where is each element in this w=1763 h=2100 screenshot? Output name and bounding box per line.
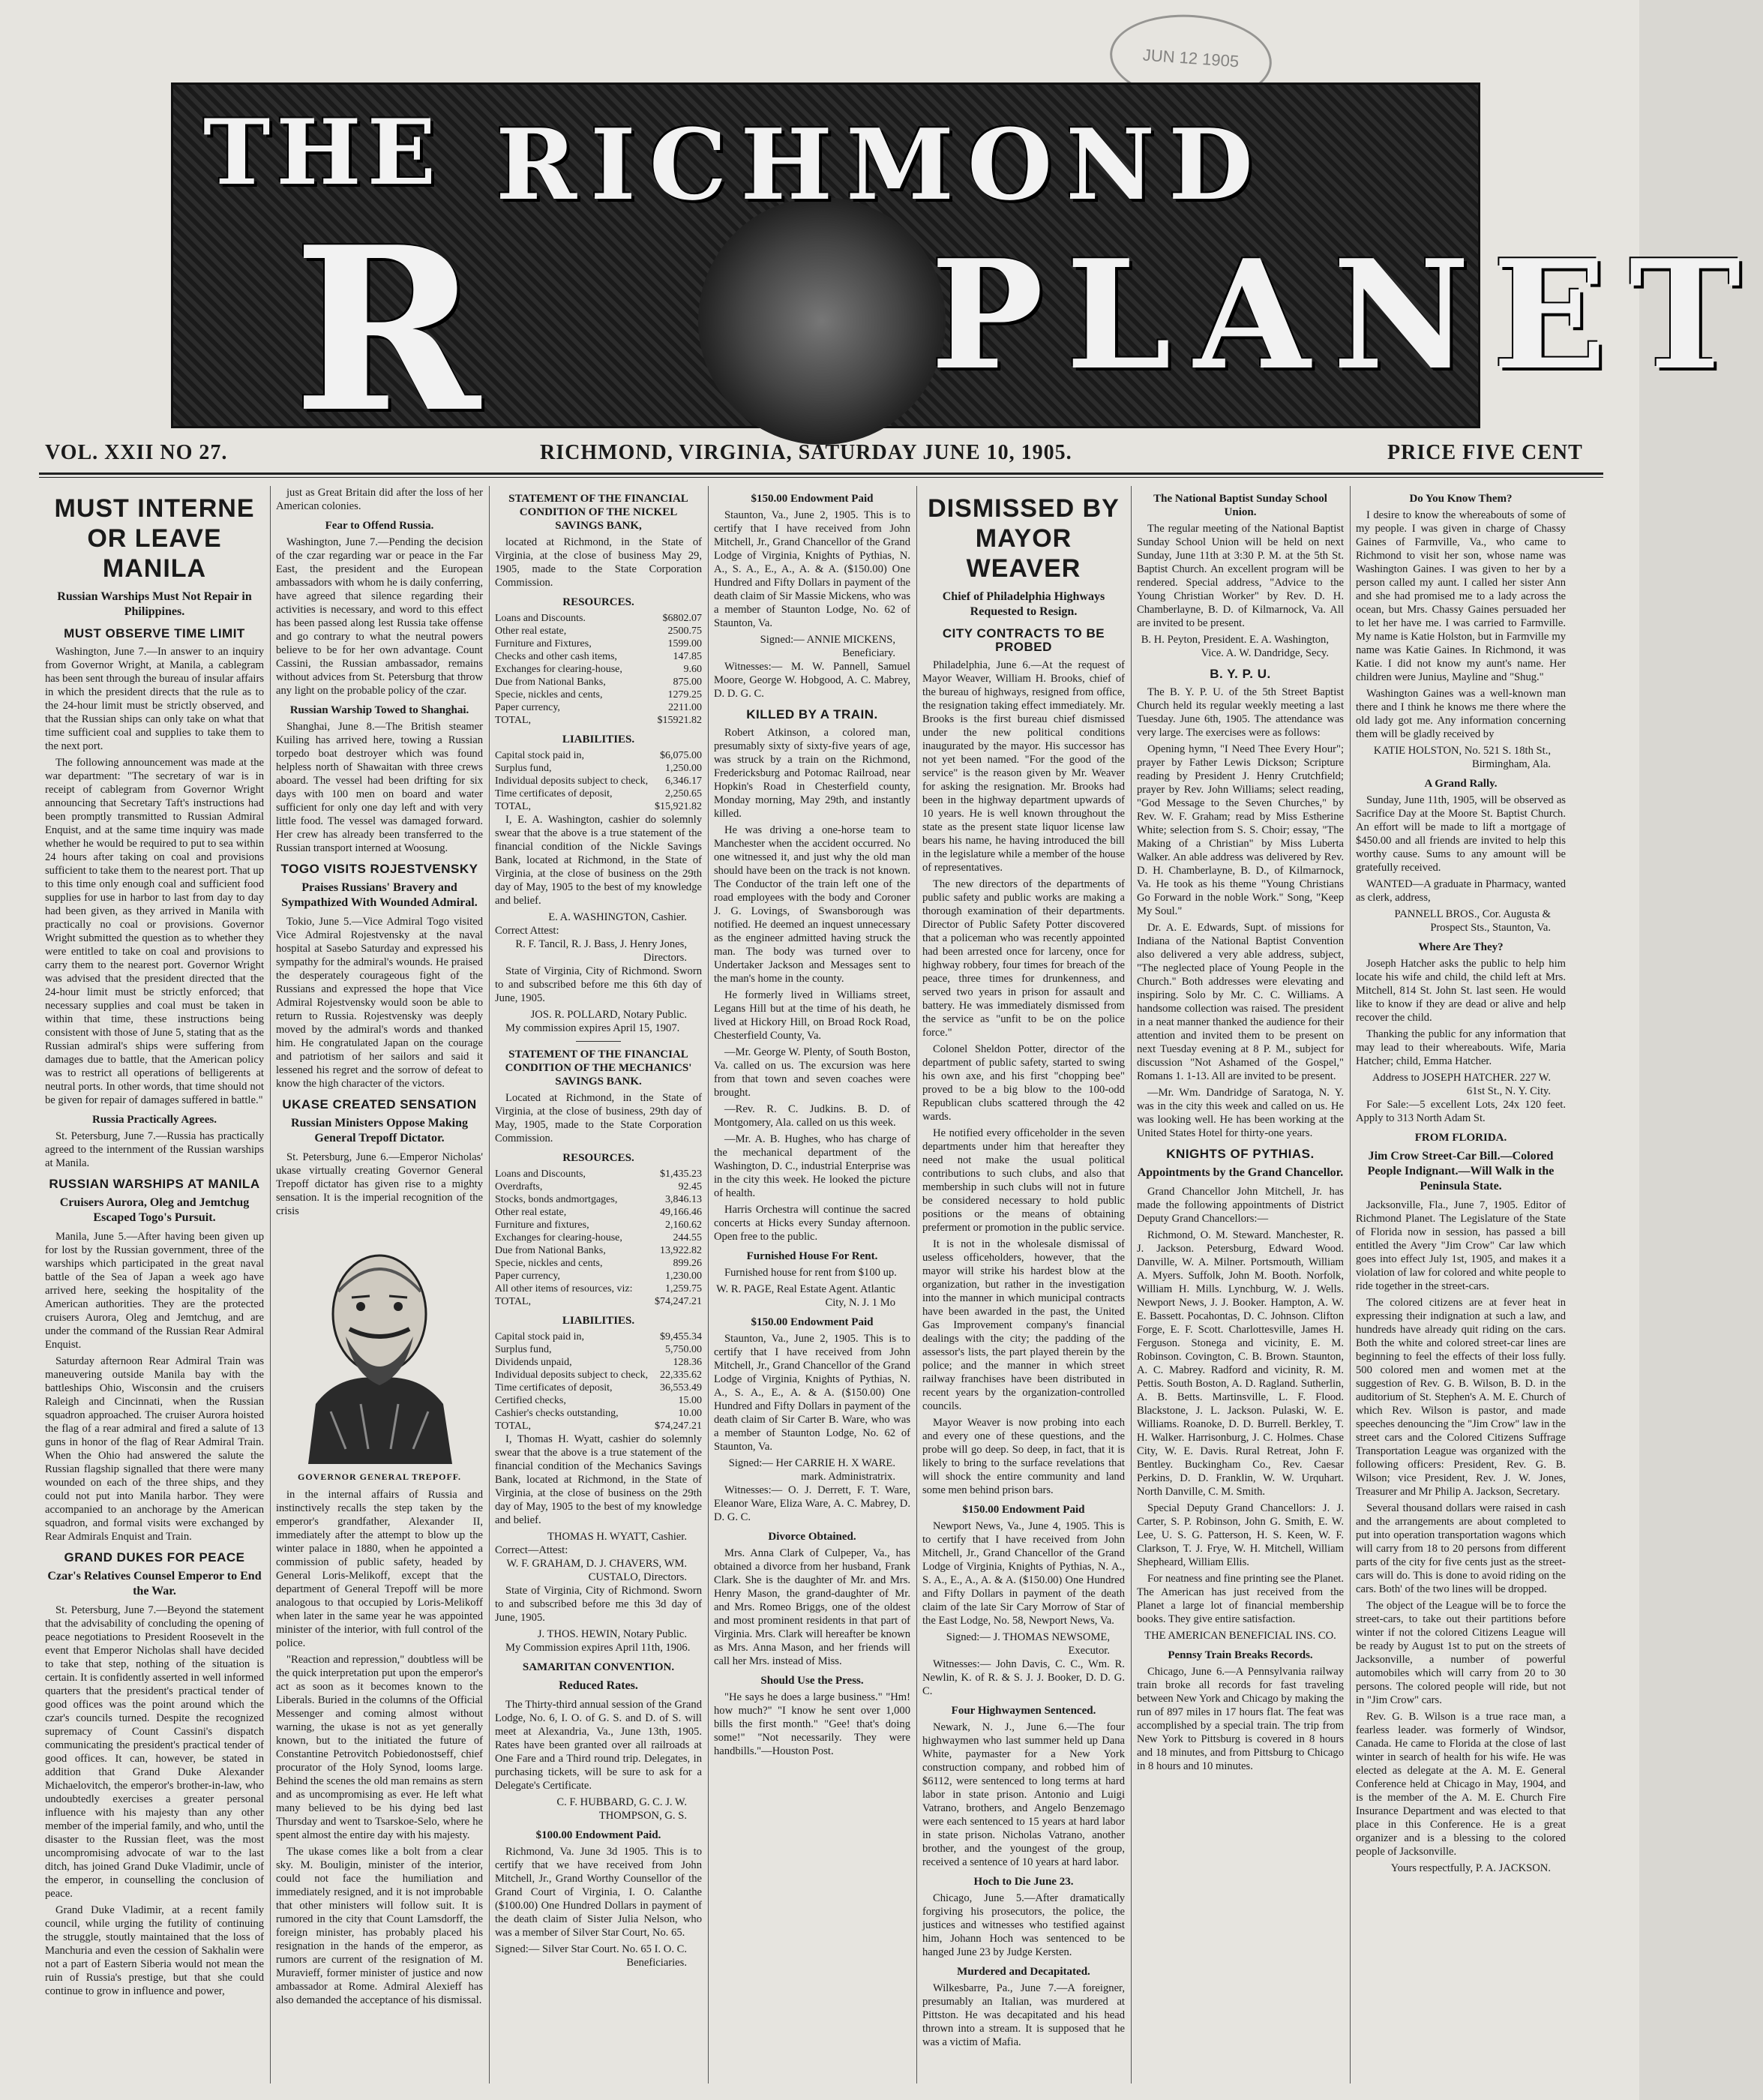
notary: JOS. R. POLLARD, Notary Public. bbox=[530, 1009, 687, 1021]
row-value: $1,435.23 bbox=[660, 1168, 702, 1180]
row-value: 15.00 bbox=[678, 1395, 702, 1406]
paragraph: I, E. A. Washington, cashier do solemnly swear that the above is a true statement of the financial condition of the Nickle Savings Bank, located at Richmond, in the State of Virginia, at the close of business on the 29th day of May, 1905 to the best of my knowledge and belief. bbox=[495, 814, 702, 907]
notary: J. THOS. HEWIN, Notary Public. bbox=[537, 1628, 687, 1640]
row-label: Surplus fund, bbox=[495, 1344, 552, 1355]
witnesses: Witnesses:— M. W. Pannell, Samuel Moore, George W. Hobgood, A. C. Mabrey, D. D. G. C. bbox=[714, 661, 910, 700]
row-value: 1279.25 bbox=[667, 689, 702, 700]
deck: Czar's Relatives Counsel Emperor to End the War. bbox=[47, 1570, 262, 1598]
signature: PANNELL BROS., Cor. Augusta & Prospect Sts., Staunton, Va. bbox=[1394, 908, 1551, 934]
row-value: 13,922.82 bbox=[660, 1245, 702, 1256]
paragraph: Chicago, June 6.—A Pennsylvania railway train broke all records for fast traveling between New York and Chicago by making the run of 897 miles in 17 hours flat. The feat was accomplished by a special train. The trip from New York to Pittsburg is covered in 8 hours and 18 minutes, and from Pittsburg to Chicago in 8 hours and 10 minutes. bbox=[1137, 1666, 1344, 1772]
row-label: Certified checks, bbox=[495, 1395, 566, 1406]
row-label: Specie, nickles and cents, bbox=[495, 1258, 603, 1269]
column-separator bbox=[916, 486, 917, 2084]
trepoff-portrait bbox=[286, 1224, 473, 1464]
headline: Hoch to Die June 23. bbox=[973, 1876, 1074, 1888]
liabilities-table bbox=[495, 749, 702, 800]
headline: KILLED BY A TRAIN. bbox=[746, 707, 878, 722]
signature: KATIE HOLSTON, No. 521 S. 18th St., Birmingham, Ala. bbox=[1373, 745, 1551, 770]
witnesses: Witnesses:— John Davis, C. C., Wm. R. Newlin, K. of R. & S. J. J. Booker, D. D. G. C. bbox=[922, 1658, 1125, 1697]
deck: Chief of Philadelphia Highways Requested to Resign. bbox=[942, 590, 1105, 618]
table-row bbox=[495, 1382, 702, 1394]
paragraph: Opening hymn, "I Need Thee Every Hour"; prayer by Father Lewis Dickson; Scripture reading by President J. Henry Crutchfield; prayer by Rev. John Williams; select reading, "God Message to the Seven Churches," by Rev. W. F. Graham; read by Miss Estherine White; selection from S. S. Choir; essay, "The Making of a Christian" by Miss Luberta Walker. An able address was delivered by Rev. D. H. Chamberlayne, B. D., of Kilmarnock, Va. He took as his theme "Young Christians Go Forward in the noble Work." Song, "Keep My Soul." bbox=[1137, 743, 1344, 917]
table-row bbox=[495, 701, 702, 714]
paragraph: Furnished house for rent from $100 up. bbox=[724, 1267, 897, 1279]
paragraph: The Thirty-third annual session of the Grand Lodge, No. 6, I. O. of G. S. and D. of S. will meet at Alexandria, Va., June 13th, 1905. Rates have been granted over all railroads at One Fare and a Third round trip. Delegates, in purchasing tickets, will be sure to ask for a Delegate's Certificate. bbox=[495, 1699, 702, 1792]
table-row bbox=[495, 1206, 702, 1219]
paragraph: Harris Orchestra will continue the sacred concerts at Hicks every Sunday afternoon. Open free to the public. bbox=[714, 1204, 910, 1243]
resources-table bbox=[495, 612, 702, 714]
headline: Should Use the Press. bbox=[760, 1675, 864, 1687]
table-row bbox=[495, 1356, 702, 1369]
row-label: Capital stock paid in, bbox=[495, 750, 584, 761]
paragraph: Richmond, Va. June 3d 1905. This is to certify that we have received from John Mitchell, Jr., Grand Worthy Counsellor of the Grand Court of Virginia, I. O. Calanthe ($100.00) One Hundred Dollars in payment of the death claim of Sister Julia Nelson, who was a member of Silver Star Court, No. 65. bbox=[495, 1846, 702, 1939]
row-label: Exchanges for clearing-house, bbox=[495, 664, 622, 675]
paragraph: Newport News, Va., June 4, 1905. This is to certify that I have received from John Mitchell, Jr., Grand Chancellor of the Grand Lodge of Virginia, Knights of Pythias, N. A., S. A., E., A., A. & A. ($150.00) One Hundred and Fifty Dollars in payment of the death claim of the late Sir Cary Morrow of Star of the East Lodge, No. 58, Newport News, Va. bbox=[922, 1520, 1125, 1627]
column-2 bbox=[276, 486, 483, 2084]
row-label: All other items of resources, viz: bbox=[495, 1283, 633, 1294]
column-4 bbox=[714, 486, 910, 2084]
paragraph: Robert Atkinson, a colored man, presumably sixty of sixty-five years of age, was struck by a train on the Richmond, Fredericksburg and Potomac Railroad, near Hopkin's Road in Chesterfield county, Monday morning, May 29th, and instantly killed. bbox=[714, 727, 910, 820]
row-value: 22,335.62 bbox=[660, 1370, 702, 1381]
headline: UKASE CREATED SENSATION bbox=[282, 1097, 477, 1112]
row-value: 3,846.13 bbox=[665, 1194, 702, 1205]
row-value: 147.85 bbox=[673, 651, 702, 662]
row-label: Dividends unpaid, bbox=[495, 1357, 572, 1368]
table-row bbox=[495, 612, 702, 625]
row-label: Paper currency, bbox=[495, 702, 560, 713]
headline: Murdered and Decapitated. bbox=[957, 1966, 1090, 1978]
headline: $100.00 Endowment Paid. bbox=[535, 1829, 661, 1841]
paragraph: St. Petersburg, June 6.—Emperor Nicholas' ukase virtually creating Governor General Trepoff dictator has given rise to a mighty sensation. It is the imperial recognition of the crisis bbox=[276, 1151, 483, 1217]
paragraph: Wilkesbarre, Pa., June 7.—A foreigner, presumably an Italian, was murdered at Pittston. He was decapitated and his head thrown into a stream. It is supposed that he was a victim of Mafia. bbox=[922, 1982, 1125, 2048]
paragraph: Newark, N. J., June 6.—The four highwaymen who last summer held up Dana White, paymaster for a New York construction company, and robbed him of $6112, were sentenced to long terms at hard labor in state prison. Antonio and Luigi Vatrano, brothers, and Angelo Benzemago were each sentenced to 15 years at hard labor in state prison. Nicholas Vatrano, another brother, and the youngest of the group, received a sentence of 10 years at hard labor. bbox=[922, 1721, 1125, 1868]
paragraph: Grand Duke Vladimir, at a recent family council, while urging the futility of continuing the struggle, stoutly maintained that the loss of Manchuria and even the cession of Sakhalin were not a part of Eastern Siberia would not mean the ruin of Russia's prestige, but that she could continue to grow in influence and power, bbox=[45, 1904, 264, 1997]
volume-number: VOL. XXII NO 27. bbox=[45, 441, 228, 464]
paragraph: Staunton, Va., June 2, 1905. This is to certify that I have received from John Mitchell, Jr., Grand Chancellor of the Grand Lodge of Virginia, Knights of Pythias, N. A., S. A., E., A. & A. ($150.00) One Hundred and Fifty Dollars in payment of the death claim of Sir Carter B. Ware, who was a member of Staunton Lodge, No. 62 of Staunton, Va. bbox=[714, 1333, 910, 1453]
table-row bbox=[495, 638, 702, 650]
row-label: Specie, nickles and cents, bbox=[495, 689, 603, 700]
paragraph: Several thousand dollars were raised in cash and the arrangements are about completed to put into operation transportation wagons which will carry from 18 to 20 persons from different parts of the city for five cents just as the street-cars will do. This is done to avoid riding on the cars. Both' of the two lines will be dropped. bbox=[1356, 1502, 1566, 1595]
witnesses: Witnesses:— O. J. Derrett, F. T. Ware, Eleanor Ware, Eliza Ware, A. C. Mabrey, D. D. G. C. bbox=[714, 1484, 910, 1523]
signature: THE AMERICAN BENEFICIAL INS. CO. bbox=[1144, 1630, 1336, 1642]
paragraph: My Commission expires April 11th, 1906. bbox=[505, 1642, 691, 1654]
row-label: Other real estate, bbox=[495, 1207, 567, 1218]
divider bbox=[576, 1041, 621, 1042]
signature: Signed:— J. THOMAS NEWSOME, Executor. bbox=[946, 1631, 1110, 1657]
paragraph: He was driving a one-horse team to Manchester when the accident occurred. No one witnessed it, and just why the old man should have been on the track is not known. The Conductor of the train left one of the road employees with the body and Coroner J. G. Lovings, of Swansborough was notified. He deemed an inquest unnecessary as the engineer admitted having struck the man. The body was turned over to Undertaker Jackson and Messages sent to the man's home in the county. bbox=[714, 824, 910, 985]
paragraph: Mrs. Anna Clark of Culpeper, Va., has obtained a divorce from her husband, Frank Clark. She is the daughter of Mr. and Mrs. Henry Mason, the grand-daughter of Mr. and Mrs. Romeo Briggs, one of the oldest and most prominent residents in that part of Virginia. Mrs. Clark will hereafter be known as Mrs. Anna Mason, and her friends will call her Mrs. instead of Miss. bbox=[714, 1547, 910, 1667]
row-value: 1599.00 bbox=[667, 638, 702, 650]
price: PRICE FIVE CENT bbox=[1387, 441, 1583, 464]
row-label: Exchanges for clearing-house, bbox=[495, 1232, 622, 1244]
total-row bbox=[495, 1295, 702, 1308]
headline: Divorce Obtained. bbox=[768, 1531, 856, 1543]
table-row bbox=[495, 1180, 702, 1193]
paragraph: The B. Y. P. U. of the 5th Street Baptist Church held its regular weekly meeting a last Tuesday. June 6th, 1905. The attendance was very large. The exercises were as follows: bbox=[1137, 686, 1344, 739]
paragraph: Philadelphia, June 6.—At the request of Mayor Weaver, William H. Brooks, chief of the bureau of highways, resigned from office, the resignation taking effect immediately. Mr. Brooks is the first bureau chief dismissed under the new political conditions inaugurated by the mayor. His successor has not yet been named. "For the good of the service" is the reason given by Mr. Weaver for asking the resignation. Mr. Brooks had been in the highway department upwards of 10 years. He is well known throughout the state as the present state liquor license law bears his name, he having introduced the bill in the legislature while a member of the house of representatives. bbox=[922, 659, 1125, 874]
column-separator bbox=[489, 486, 490, 2084]
table-row bbox=[495, 1330, 702, 1343]
deck: Russian Warships Must Not Repair in Philippines. bbox=[57, 590, 252, 618]
table-row bbox=[495, 1219, 702, 1232]
paragraph: The new directors of the departments of public safety and public works are making a thorough examination of their departments. Director of Public Safety Potter discovered that a policeman who was recently appointed had been arrested once for larceny, once for highway robbery, four times for breach of the peace, three times for drunkenness, and served two years in prison for assault and battery. He was immediately dismissed from the service as "unfit to be on the police force." bbox=[922, 878, 1125, 1039]
table-row bbox=[495, 1369, 702, 1382]
paragraph: My commission expires April 15, 1907. bbox=[505, 1022, 680, 1034]
paragraph: For neatness and fine printing see the Planet. The American has just received from the Planet a large lot of financial membership books. They give entire satisfaction. bbox=[1137, 1573, 1344, 1625]
row-label: Overdrafts, bbox=[495, 1181, 543, 1192]
library-stamp: JUN 12 1905 bbox=[1107, 10, 1275, 108]
paragraph: Staunton, Va., June 2, 1905. This is to certify that I have received from John Mitchell, Jr., Grand Chancellor of the Grand Lodge of Virginia, Knights of Pythias, N. A., S. A., E., A., A. & A. ($150.00) One Hundred and Fifty Dollars in payment of the death claim of Sir Massie Mickens, who was a member of Staunton Lodge, No. 62 of Staunton, Va. bbox=[714, 509, 910, 629]
total-label: TOTAL, bbox=[495, 715, 532, 726]
row-label: Time certificates of deposit, bbox=[495, 1382, 613, 1394]
paragraph: Rev. G. B. Wilson is a true race man, a fearless leader. was formerly of Windsor, Canada. He came to Florida at the close of last winter in search of health for his wife. He was elected as delegate at the A. M. E. General Conference held at Chicago in May, 1904, and is the member of the A. M. E. Church Fire Insurance Department and was elected to that place in this Conference. He is a great organizer and is a blessing to the colored people of Jacksonville. bbox=[1356, 1711, 1566, 1858]
deck: Cruisers Aurora, Oleg and Jemtchug Escaped Togo's Pursuit. bbox=[59, 1196, 250, 1224]
section-label: RESOURCES. bbox=[562, 1152, 634, 1164]
headline: Four Highwaymen Sentenced. bbox=[951, 1705, 1096, 1717]
row-value: $9,455.34 bbox=[660, 1331, 702, 1342]
paragraph: "Reaction and repression," doubtless will be the quick interpretation put upon the emperor's act as soon as it becomes known to the Liberals. Buried in the columns of the Official Messenger and coming almost without warning, the ukase is not as yet generally known, but to the initiated the future of Constantine Petrovitch Pobiedonostseff, chief procurator of the Holy Synod, looms large. Behind the scenes the old man remains as stern and as uncompromising as ever. He left what many believed to be his dying bed last Thursday and went to Tsarskoe-Selo, where he spent almost the entire day with his majesty. bbox=[276, 1654, 483, 1841]
paragraph: Thanking the public for any information that may lead to their whereabouts. Wife, Maria Hatcher; child, Emma Hatcher. bbox=[1356, 1028, 1566, 1067]
row-value: 6,346.17 bbox=[665, 776, 702, 787]
headline: Do You Know Them? bbox=[1409, 493, 1513, 505]
directors: W. F. GRAHAM, D. J. CHAVERS, WM. CUSTALO, Directors. bbox=[506, 1558, 687, 1583]
total-label: TOTAL, bbox=[495, 801, 532, 812]
table-row bbox=[495, 1394, 702, 1407]
signature: C. F. HUBBARD, G. C. J. W. THOMPSON, G. S. bbox=[556, 1796, 687, 1822]
headline: Pennsy Train Breaks Records. bbox=[1168, 1649, 1313, 1661]
paragraph: just as Great Britain did after the loss of her American colonies. bbox=[276, 487, 483, 512]
paragraph: The ukase comes like a bolt from a clear sky. M. Bouligin, minister of the interior, could not face the humiliation and immediately resigned, and it is not improbable that other ministers will follow suit. It is rumored in the city that Count Lamsdorff, the foreign minister, has probably placed his resignation in the hands of the emperor, as rumors are current of the resignation of M. Muravieff, former minister of justice and now ambassador at Rome. Admiral Alexieff has also demanded the acceptance of his dismissal. bbox=[276, 1846, 483, 2006]
paragraph: —Mr. A. B. Hughes, who has charge of the mechanical department of the Washington, D. C., industrial Enterprise was in the city this week. He looked the picture of health. bbox=[714, 1133, 910, 1199]
row-label: Other real estate, bbox=[495, 626, 567, 637]
section-label: RESOURCES. bbox=[562, 596, 634, 608]
total-value: $15921.82 bbox=[657, 715, 702, 726]
subhead: Fear to Offend Russia. bbox=[325, 520, 434, 532]
table-row bbox=[495, 1257, 702, 1270]
paragraph: Washington, June 7.—Pending the decision of the czar regarding war or peace in the Far East, the president and the European ambassadors with whom he is daily conferring, have agreed that silence regarding their activities is necessary, and word to this effect has been passed along lest Russia take offense and go contrary to what the neutral powers believe to be for her own advantage. Count Cassini, the Russian ambassador, remains without advices from St. Petersburg that throw any light on the probable policy of the czar. bbox=[276, 536, 484, 697]
column-1 bbox=[45, 486, 264, 2084]
paragraph: I, Thomas H. Wyatt, cashier do solemnly swear that the above is a true statement of the financial condition of the Mechanics Savings Bank, located at Richmond, in the State of Virginia, at the close of business on the 29th day of May, 1905 to the best of my knowledge and belief. bbox=[495, 1433, 702, 1526]
row-label: Loans and Discounts, bbox=[495, 1168, 586, 1180]
headline: The National Baptist Sunday School Union. bbox=[1153, 493, 1327, 518]
row-label: Stocks, bonds andmortgages, bbox=[495, 1194, 618, 1205]
signature: Signed:— Silver Star Court. No. 65 I. O. C. Beneficiaries. bbox=[495, 1943, 687, 1969]
column-separator bbox=[1131, 486, 1132, 2084]
table-row bbox=[495, 625, 702, 638]
paragraph: Grand Chancellor John Mitchell, Jr. has made the following appointments of District Deputy Grand Chancellors:— bbox=[1137, 1186, 1344, 1225]
paragraph: Special Deputy Grand Chancellors: J. J. Carter, S. P. Robinson, John G. Smith, E. W. Lee, U. S. G. Patterson, H. S. Keen, W. F. Clarkson, T. J. Frye, W. H. Mitchell, William Shepheard, William Ellis. bbox=[1137, 1502, 1344, 1568]
paragraph: The object of the League will be to force the street-cars, to take out their partitions before winter if not the colored Citizens League will be ready by August 1st to put on the streets of Jacksonville, a number of powerful automobiles which will carry from 20 to 30 persons. The colored people will ride, but not in "Jim Crow" cars. bbox=[1356, 1600, 1566, 1706]
row-value: 1,230.00 bbox=[665, 1270, 702, 1282]
deck: Praises Russians' Bravery and Sympathized With Wounded Admiral. bbox=[281, 881, 478, 909]
masthead-planet: PLANET bbox=[931, 227, 1763, 404]
row-value: 899.26 bbox=[673, 1258, 702, 1269]
paragraph: For Sale:—5 excellent Lots, 24x 120 feet. Apply to 313 North Adam St. bbox=[1356, 1099, 1566, 1124]
deck: MUST OBSERVE TIME LIMIT bbox=[64, 626, 245, 640]
total-row bbox=[495, 800, 702, 813]
deck: Jim Crow Street-Car Bill.—Colored People Indignant.—Will Walk in the Peninsula State. bbox=[1367, 1150, 1555, 1192]
headline: Furnished House For Rent. bbox=[746, 1250, 878, 1262]
paragraph: Chicago, June 5.—After dramatically forgiving his prosecutors, the police, the justices and witnesses who testified against him, Johann Hoch was sentenced to be hanged June 23 by Judge Kersten. bbox=[922, 1892, 1125, 1958]
row-value: 2,160.62 bbox=[665, 1220, 702, 1231]
column-6 bbox=[1137, 486, 1344, 2084]
paragraph: The colored citizens are at fever heat in expressing their indignation at such a law, and hundreds have already quit riding on the cars. Both the white and colored street-car lines are beginning to feel the effects of their loss fully. 500 colored men and women met at the suggestion of Rev. G. B. Wilson, B. D. in the auditorium of St. Stephen's A. M. E. Church of which Rev. Wilson is pastor, and made speeches denouncing the "Jim Crow" law in the street cars and the Colored Citizens Suffrage Transportation League was organized with the following officers: President, Rev. G. B. Wilson; vice President, Rev. J. W. Jones, Treasurer and Mr Philip A. Jackson, Secretary. bbox=[1356, 1297, 1566, 1498]
masthead-the: THE bbox=[203, 100, 442, 206]
signature: W. R. PAGE, Real Estate Agent. Atlantic City, N. J. 1 Mo bbox=[716, 1283, 895, 1309]
row-label: Due from National Banks, bbox=[495, 676, 606, 688]
paragraph: in the internal affairs of Russia and instinctively recalls the step taken by the emperor's grandfather, Alexander II, immediately after the attempt to blow up the winter palace in 1880, when he appointed a commission of public safety, headed by General Loris-Melikoff, except that the department of General Trepoff will be more analogous to that occupied by Loris-Melikoff when later in the same year he was appointed minister of the interior, with full control of the police. bbox=[276, 1489, 483, 1649]
paragraph: Washington Gaines was a well-known man there and I think he knows me there where the old lady got me. Any information concerning them will be gladly received by bbox=[1356, 688, 1566, 740]
headline: A Grand Rally. bbox=[1424, 778, 1498, 790]
total-value: $15,921.82 bbox=[655, 801, 702, 812]
row-value: 1,259.75 bbox=[665, 1283, 702, 1294]
paragraph: Colonel Sheldon Potter, director of the department of public safety, started to swing his own axe, and his first "chopping bee" proved to be a big blow to the 100-odd Republican clubs scattered through the 42 wards. bbox=[922, 1043, 1125, 1123]
deck: Appointments by the Grand Chancellor. bbox=[1137, 1166, 1344, 1179]
deck: Russian Ministers Oppose Making General Trepoff Dictator. bbox=[290, 1117, 469, 1144]
signature: Signed:— Her CARRIE H. X WARE. mark. Administratrix. bbox=[728, 1457, 895, 1483]
section-label: LIABILITIES. bbox=[562, 1315, 635, 1327]
paragraph: —Mr. Wm. Dandridge of Saratoga, N. Y. was in the city this week and called on us. He was looking well. He has been working at the United States Hotel for thirty-one years. bbox=[1137, 1087, 1344, 1139]
table-row bbox=[495, 1232, 702, 1244]
row-label: Cashier's checks outstanding, bbox=[495, 1408, 619, 1419]
top-rule-thin bbox=[39, 477, 1603, 478]
row-label: Furniture and fixtures, bbox=[495, 1220, 589, 1231]
paragraph: Sunday, June 11th, 1905, will be observed as Sacrifice Day at the Moore St. Baptist Church. An effort will be made to lift a mortgage of $450.00 and all friends are invited to help this worthy cause. Sums to any amount will be gratefully received. bbox=[1356, 794, 1566, 874]
paragraph: I desire to know the whereabouts of some of my people. I was given in charge of Chassy Gaines of Farmville, Va., who came to Richmond to visit her son, whose name was Washington Gaines. I was given to her by a person called my aunt. I called her sister Ann and she had promised me to a lady across the ocean, but Mrs. Chassy Gaines persuaded her to let her have me. I was carried to Farmville. My name is Katie Holston, but in Farmville my name was Katie Gaines. In Richmond, it was Katie. I did not know my aunt's name. Her children were Junius, Mayline and "Shug." bbox=[1356, 509, 1566, 683]
row-value: 2211.00 bbox=[668, 702, 702, 713]
liabilities-table bbox=[495, 1330, 702, 1420]
row-value: 92.45 bbox=[678, 1181, 702, 1192]
row-value: 128.36 bbox=[673, 1357, 702, 1368]
headline-dismissed: DISMISSED BY MAYOR WEAVER bbox=[928, 494, 1120, 583]
table-row bbox=[495, 1407, 702, 1420]
paragraph: Manila, June 5.—After having been given up for lost by the Russian government, three of the warships which participated in the great naval battle of the Sea of Japan a week ago have arrived here, seeking the hospitality of the American authorities. They are the protected cruisers Aurora, Oleg and Jemtchug, and are under the command of the Russian Rear Admiral Enquist. bbox=[45, 1231, 264, 1351]
place-date: RICHMOND, VIRGINIA, SATURDAY JUNE 10, 1905. bbox=[540, 441, 1072, 464]
headline: B. Y. P. U. bbox=[1210, 667, 1271, 681]
signature: Signed:— ANNIE MICKENS, Beneficiary. bbox=[760, 634, 895, 659]
paragraph: The regular meeting of the National Baptist Sunday School Union will be held on next Sunday, June 11th at 3:30 P. M. at the 5th St. Baptist Church. An excellent program will be rendered. Special address, "Advice to the Young Christian Worker" by Rev. D. H. Chamberlayne, B. D. of Kilmarnock, Va. All are invited to be present. bbox=[1137, 523, 1344, 629]
column-separator bbox=[270, 486, 271, 2084]
table-row bbox=[495, 749, 702, 762]
directors: R. F. Tancil, R. J. Bass, J. Henry Jones, Directors. bbox=[515, 938, 687, 964]
paragraph: Mayor Weaver is now probing into each and every one of these questions, and the probe will go deep. So deep, in fact, that it is likely to bring to the surface revelations that will shock the entire community and land some men behind prison bars. bbox=[922, 1417, 1125, 1496]
paragraph: State of Virginia, City of Richmond. Sworn to and subscribed before me this 3d day of June, 1905. bbox=[495, 1585, 702, 1624]
headline-manila: MUST INTERNE OR LEAVE MANILA bbox=[54, 494, 255, 583]
column-separator bbox=[708, 486, 709, 2084]
headline: $150.00 Endowment Paid bbox=[962, 1504, 1085, 1516]
headline: STATEMENT OF THE FINANCIAL CONDITION OF THE NICKEL SAVINGS BANK, bbox=[508, 493, 688, 532]
paragraph: WANTED—A graduate in Pharmacy, wanted as clerk, address, bbox=[1356, 878, 1566, 904]
row-value: $6802.07 bbox=[662, 613, 702, 624]
signature: Address to JOSEPH HATCHER. 227 W. 61st St., N. Y. City. bbox=[1372, 1072, 1551, 1097]
row-value: $6,075.00 bbox=[660, 750, 702, 761]
paragraph: Jacksonville, Fla., June 7, 1905. Editor of Richmond Planet. The Legislature of the State of Florida now in session, has passed a bill entitled the Avery "Jim Crow" Car law which goes into effect July 1st, 1905, and makes it a violation of law for colored and white people to ride together in the street-cars. bbox=[1356, 1199, 1566, 1292]
table-row bbox=[495, 650, 702, 663]
row-value: 10.00 bbox=[678, 1408, 702, 1419]
row-value: 49,166.46 bbox=[660, 1207, 702, 1218]
table-row bbox=[495, 1193, 702, 1206]
signature: E. A. WASHINGTON, Cashier. bbox=[548, 911, 687, 923]
headline: STATEMENT OF THE FINANCIAL CONDITION OF THE MECHANICS' SAVINGS BANK. bbox=[505, 1048, 692, 1088]
paragraph: Dr. A. E. Edwards, Supt. of missions for Indiana of the National Baptist Convention also delivered a very able address, subject, "The neglected place of Young People in the Church." Both addresses were elevating and inspiring. Solo by Mr. C. C. Williams. A handsome collection was raised. The president in a neat manner thanked the audience for their attention and invited them to be present on next Tuesday evening at 8 P. M., subject for discussion "Not Ashamed of the Gospel," Romans 1. 1-13. All are invited to be present. bbox=[1137, 922, 1344, 1082]
row-label: Time certificates of deposit, bbox=[495, 788, 613, 800]
masthead-richmond: RICHMOND bbox=[496, 107, 1267, 222]
row-value: 36,553.49 bbox=[660, 1382, 702, 1394]
total-value: $74,247.21 bbox=[655, 1296, 702, 1307]
deck: CITY CONTRACTS TO BE PROBED bbox=[942, 626, 1105, 654]
headline: $150.00 Endowment Paid bbox=[751, 1316, 874, 1328]
masthead-globe bbox=[698, 197, 946, 445]
paragraph: State of Virginia, City of Richmond. Sworn to and subscribed before me this 6th day of June, 1905. bbox=[495, 965, 702, 1004]
subhead: Russia Practically Agrees. bbox=[92, 1114, 217, 1126]
row-label: Due from National Banks, bbox=[495, 1245, 606, 1256]
column-7 bbox=[1356, 486, 1566, 2084]
row-value: 875.00 bbox=[673, 676, 702, 688]
paragraph: —Mr. George W. Plenty, of South Boston, Va. called on us. The excursion was here from that town and seven coaches were brought. bbox=[714, 1046, 910, 1099]
portrait-caption: GOVERNOR GENERAL TREPOFF. bbox=[297, 1472, 462, 1482]
paragraph: St. Petersburg, June 7.—Russia has practically agreed to the internment of the Russian warships at Manila. bbox=[45, 1130, 264, 1169]
headline: FROM FLORIDA. bbox=[1414, 1132, 1507, 1144]
deck: Reduced Rates. bbox=[559, 1679, 638, 1692]
total-row bbox=[495, 714, 702, 727]
paragraph: He formerly lived in Williams street, Legans Hill but at the time of his death, he lived at Hickory Hill, on Broad Rock Road, Chesterfield County, Va. bbox=[714, 989, 910, 1042]
table-row bbox=[495, 1282, 702, 1295]
table-row bbox=[495, 688, 702, 701]
appointments-list: Richmond, O. M. Steward. Manchester, R. J. Jackson. Petersburg, Edward Wood. Danville, W. A. Milner. Portsmouth, William A. Myers. Suffolk, John M. Booth. Norfolk, William H. Mills. Lynchburg, W. J. Wells. Newport News, J. J. Booker. Hampton, A. W. E. Bassett. Pocahontas, D. C. Johnson. Clifton Forge, E. F. Scott. Charlottesville, James H. Ferguson. Stonega and vicinity, E. M. Robinson. Covington, C. B. Brown. Staunton, A. C. Mabrey. Radford and vicinity, R. M. Pettis. South Boston, A. D. Ragland. Sutherlin, A. B. Betts. Martinsville, L. F. Flood. Blackstone, J. L. Jackson. Pulaski, W. E. Williams. Roanoke, D. D. Burrell. Berkley, T. H. Walker. Harrisonburg, J. C. Holmes. Chase City, W. E. Davis. Rural Retreat, John F. Bentley. Buckingham Co., Rev. Caesar Perkins, D. D. Franklin, W. W. Urquhart. North Danville, C. M. Smith. bbox=[1137, 1229, 1344, 1498]
signature: B. H. Peyton, President. E. A. Washington, Vice. A. W. Dandridge, Secy. bbox=[1141, 634, 1329, 659]
row-label: Furniture and Fixtures, bbox=[495, 638, 592, 650]
row-value: 1,250.00 bbox=[665, 763, 702, 774]
row-label: Individual deposits subject to check, bbox=[495, 776, 649, 787]
section-label: LIABILITIES. bbox=[562, 734, 635, 746]
paragraph: St. Petersburg, June 7.—Beyond the statement that the advisability of concluding the opening of peace negotiations to President Roosevelt in the event that Emperor Nicholas shall have decided to take that step, nothing of the situation is certain. It is confidently asserted in well informed quarters that the president's practical tender of good offices was the point around which the czar's councils turned. Despite the recognized supremacy of Count Cassini's dispatch communicating the president's practical tender of good offices. It can, however, be stated in addition that Grand Duke Alexander Michaelovitch, the emperor's brother-in-law, who undoubtedly exercises a greater personal influence with his majesty than any other member of the imperial family, and who, until the disaster to the Russian fleet, was the most uncompromising advocate of war to the last ditch, has joined Grand Duke Vladimir, uncle of the emperor, in counselling the conclusion of peace. bbox=[45, 1604, 264, 1900]
row-value: 9.60 bbox=[683, 664, 702, 675]
signature: Yours respectfully, P. A. JACKSON. bbox=[1390, 1862, 1551, 1874]
masthead-big-r: R bbox=[293, 197, 481, 462]
attest: Correct Attest: bbox=[495, 925, 559, 937]
column-separator bbox=[1350, 486, 1351, 2084]
row-label: Loans and Discounts. bbox=[495, 613, 586, 624]
paragraph: Washington, June 7.—In answer to an inquiry from Governor Wright, at Manila, a cablegram has been sent through the bureau of insular affairs in which the president directs that the rule as to the 24-hour limit must be strictly observed, and that the Russian ships can only take on what that time sufficient coal and supplies to take them to the next port. bbox=[45, 646, 264, 752]
headline: $150.00 Endowment Paid bbox=[751, 493, 874, 505]
table-row bbox=[495, 1270, 702, 1282]
headline: RUSSIAN WARSHIPS AT MANILA bbox=[49, 1177, 260, 1191]
paragraph: Shanghai, June 8.—The British steamer Kuiling has arrived here, towing a Russian torpedo boat destroyer which was found helpless north of Shawaitan with three crews aboard. The vessel had been drifting for six days with 100 men on board and water sufficient for only one day left and with very little food. The vessel was damaged forward. Her crew has already been transferred to the Russian transport interned at Woosung. bbox=[276, 721, 483, 854]
paragraph: located at Richmond, in the State of Virginia, at the close of business May 29, 1905, made to the State Corporation Commission. bbox=[495, 536, 702, 589]
table-row bbox=[495, 1343, 702, 1356]
row-value: 2500.75 bbox=[667, 626, 702, 637]
table-row bbox=[495, 775, 702, 788]
paragraph: He notified every officeholder in the seven departments under him that hereafter they need not make the usual political contributions to such clubs, and also that membership in such clubs will not in future be considered necessary to hold public positions or the means of obtaining preferment or promotion in the public service. bbox=[922, 1127, 1125, 1234]
headline: SAMARITAN CONVENTION. bbox=[522, 1661, 675, 1673]
total-value: $74,247.21 bbox=[655, 1420, 702, 1432]
row-label: Checks and other cash items, bbox=[495, 651, 617, 662]
top-rule bbox=[39, 472, 1603, 475]
table-row bbox=[495, 1168, 702, 1180]
subhead: Russian Warship Towed to Shanghai. bbox=[289, 704, 469, 716]
paragraph: Tokio, June 5.—Vice Admiral Togo visited Vice Admiral Rojestvensky at the naval hospital at Sasebo Saturday and expressed his sympathy for the admiral's wounds. He praised the desperately courageous fight of the Russians and expressed the hope that Vice Admiral Rojestvensky would soon be able to return to Russia. Rojestvensky was deeply moved by the admiral's words and thanked him. He congratulated Japan on the courage and patriotism of her sailors and said it lessened his regret and the sorrow of defeat to know the high character of the victors. bbox=[276, 916, 483, 1090]
total-label: TOTAL, bbox=[495, 1296, 532, 1307]
paragraph: Located at Richmond, in the State of Virginia, at the close of business, 29th day of May, 1905, made to the State Corporation Commission. bbox=[495, 1092, 702, 1144]
resources-table bbox=[495, 1168, 702, 1295]
paragraph: It is not in the wholesale dismissal of useless officeholders, however, that the mayor will strike his hardest blow at the organization, but rather in the investigation into the manner in which municipal contracts have been awarded in the past, the United Gas Improvement company's financial dealings with the city; the padding of the assessor's lists, the part played therein by the police; and the manner in which street railway franchises have been distributed in recent years by the organization-controlled councils. bbox=[922, 1238, 1125, 1412]
portrait-illustration bbox=[286, 1224, 473, 1464]
paragraph: Joseph Hatcher asks the public to help him locate his wife and child, the child left at Mrs. Mitchell, 814 St. John St. last seen. He would like to know if they are dead or alive and help recover the child. bbox=[1356, 958, 1566, 1024]
paragraph: Saturday afternoon Rear Admiral Train was maneuvering outside Manila bay with the battleships Ohio, Wisconsin and the cruisers Raleigh and Cincinnati, when the Russian squadron approached. The cruiser Aurora hoisted the flag of a rear admiral and fired a salute of 13 guns in honor of the flag of Rear Admiral Train. When the Ohio had answered the salute the Russian flagship signalled that there were many wounded on each of the three ships, and they could not put into Manila harbor. They were accompanied to an anchorage by the American squadron, and formal visits were exchanged by Rear Admirals Enquist and Train. bbox=[45, 1355, 264, 1543]
row-label: Individual deposits subject to check, bbox=[495, 1370, 649, 1381]
table-row bbox=[495, 663, 702, 676]
row-label: Paper currency, bbox=[495, 1270, 560, 1282]
table-row bbox=[495, 762, 702, 775]
table-row bbox=[495, 676, 702, 688]
paragraph: The following announcement was made at the war department: "The secretary of war is in receipt of cablegram from Governor Wright announcing that Secretary Taft's instructions had been promptly transmitted to Russian Admiral Enquist, and at the same time inquiry was made whether he would be required to put to sea within 24 hours after taking on coal and provisions sufficient to take them to the nearest port. That up to this time only enough coal and sufficient food supplies for use in harbor to last from day to day had been given, as they arrived in Manila with practically no coal or provisions. Governor Wright submitted the question as to whether they were entitled to take on coal and provisions to carry them to the nearest port. Governor Wright was advised that the president directed that the 24-hour limit must be strictly enforced; that necessary supplies and coal must be taken in within that time, these instructions being consistent with those of June 5, stating that as the Russian admiral's ships were suffering from damages due to battle, that the American policy was to restrict all operations of belligerents at neutral ports. In other words, that time should not be given for repair of damages suffered in battle." bbox=[45, 757, 264, 1106]
headline: Where Are They? bbox=[1418, 941, 1504, 953]
row-value: 2,250.65 bbox=[665, 788, 702, 800]
row-label: Capital stock paid in, bbox=[495, 1331, 584, 1342]
column-5 bbox=[922, 486, 1125, 2084]
row-label: Surplus fund, bbox=[495, 763, 552, 774]
attest: Correct—Attest: bbox=[495, 1544, 568, 1556]
row-value: 5,750.00 bbox=[665, 1344, 702, 1355]
column-3 bbox=[495, 486, 702, 2084]
table-row bbox=[495, 788, 702, 800]
table-row bbox=[495, 1244, 702, 1257]
headline: KNIGHTS OF PYTHIAS. bbox=[1166, 1147, 1315, 1161]
total-label: TOTAL, bbox=[495, 1420, 532, 1432]
total-row bbox=[495, 1420, 702, 1432]
paragraph: "He says he does a large business." "Hm! how much?" "I know he sent over 1,000 bills the first month." "Gee! that's doing some!" "Not necessarily. They were handbills."—Houston Post. bbox=[714, 1691, 910, 1757]
headline: TOGO VISITS ROJESTVENSKY bbox=[280, 862, 478, 876]
paragraph: —Rev. R. C. Judkins. B. D. of Montgomery, Ala. called on us this week. bbox=[714, 1103, 910, 1129]
row-value: 244.55 bbox=[673, 1232, 702, 1244]
signature: THOMAS H. WYATT, Cashier. bbox=[547, 1531, 687, 1543]
headline: GRAND DUKES FOR PEACE bbox=[64, 1550, 245, 1564]
